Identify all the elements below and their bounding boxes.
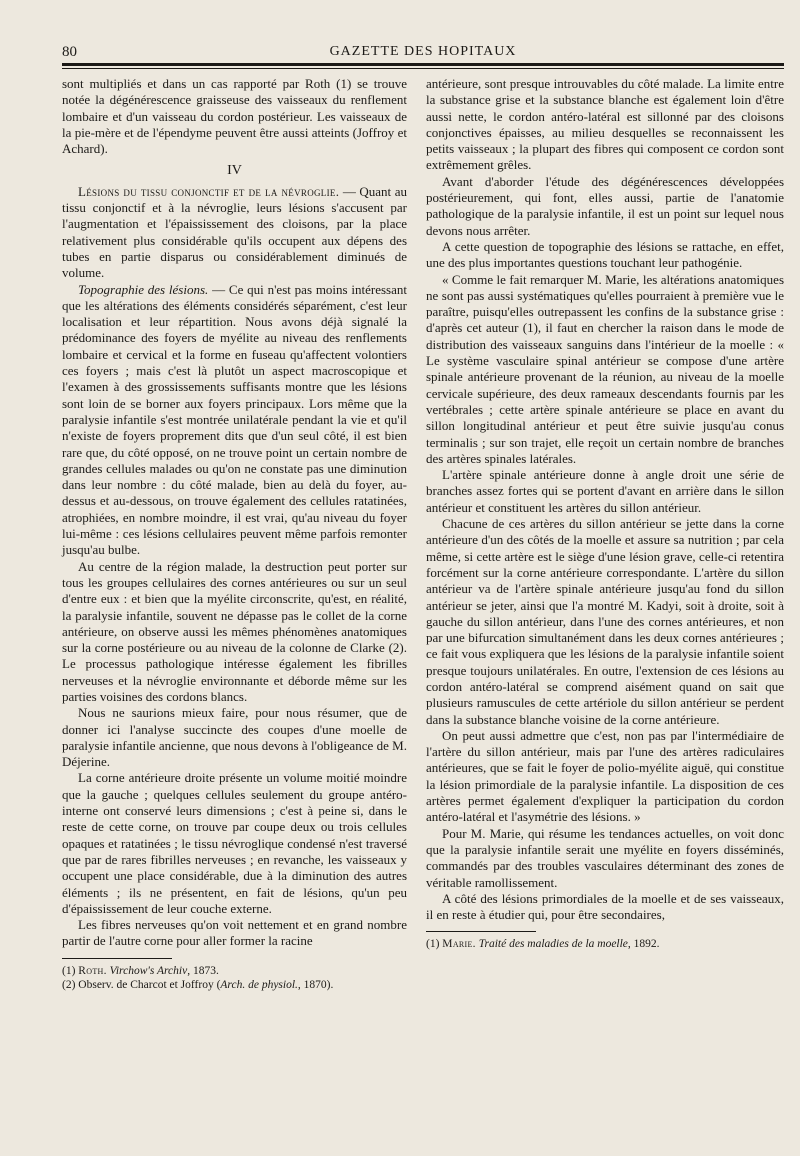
- journal-title: GAZETTE DES HOPITAUX: [329, 44, 517, 59]
- paragraph: Au centre de la région malade, la destruction peut porter sur tous les groupes cellulaires des cornes antérieures ou sur un seul d'entre eux : et bien que la myélite circonscrite, qu'est, en réalité, la paralysie infantile, souvent ne dépasse pas le collet de la corne antérieure, on observe aussi les mêmes phénomènes anatomiques sur la corne postérieure ou au niveau de la colonne de Clarke (2). Le processus pathologique intéresse également les fibrilles nerveuses et la névroglie environnante et déborde même sur les parties voisines des cordons blancs.: [62, 558, 407, 704]
- footnote-marker: (1): [426, 938, 443, 951]
- footnote-journal: Arch. de physiol.: [220, 978, 298, 991]
- paragraph: « Comme le fait remarquer M. Marie, les altérations anatomiques ne sont pas aussi systématiques qu'elles pourraient à première vue le paraître, puisqu'elles outrepassent les confins de la substance grise : d'après cet auteur (1), il faut en chercher la raison dans le mode de distribution des vaisseaux sanguins dans l'intérieur de la moelle : « Le système vasculaire spinal antérieur se compose d'une artère spinale antérieure provenant de la réunion, au niveau de la moelle cervicale supérieure, des deux rameaux descendants fournis par les vertébrales ; cette artère spinale antérieure se place en avant du sillon longitudinal antérieur et peut être suivie jusqu'au conus terminalis ; sur son trajet, elle reçoit un certain nombre de branches des artères spinales latérales.: [426, 271, 784, 466]
- paragraph: La corne antérieure droite présente un volume moitié moindre que la gauche ; quelques cellules seulement du groupe antéro-interne ont conservé leurs dimensions ; c'est à peine si, dans le reste de cette corne, on trouve par coupe deux ou trois cellules opaques et ratatinées ; le tissu névroglique condensé n'est traversé que par de rares fibrilles nerveuses ; en revanche, les vaisseaux y occupent une place considérable, due à la diminution des autres éléments ; ils ne présentent, en fait de lésions, qu'un peu d'épaississement de leur couche externe.: [62, 770, 407, 916]
- paragraph: [62, 282, 407, 559]
- footnote-year: , 1892.: [627, 938, 660, 951]
- footnote-author: Marie.: [442, 938, 476, 951]
- footnote-year: , 1873.: [187, 964, 219, 977]
- section-number: IV: [227, 163, 242, 179]
- footnote-text: (2) Observ. de Charcot et Joffroy (: [62, 978, 221, 991]
- header-rule-thick: [62, 63, 784, 66]
- paragraph: L'artère spinale antérieure donne à angle droit une série de branches assez fortes qui se portent d'avant en arrière dans le sillon antérieur et constituent les artères du sillon antérieur.: [426, 467, 784, 515]
- paragraph: Chacune de ces artères du sillon antérieur se jette dans la corne antérieure d'un des côtés de la moelle et assure sa nutrition ; par cela même, si cette artère est le siège d'une lésion grave, celle-ci retentira forcément sur la corne antérieure correspondante. L'artère du sillon antérieur va de l'artère spinale antérieure jusqu'au fond du sillon antérieur se jeter, ainsi que l'a montré M. Kadyi, soit à droite, soit à gauche du sillon antérieur, dans l'une des cornes antérieures, et non par une bifurcation simultanément dans les deux cornes antérieures ; ce fait vous expliquera que les lésions de la paralysie infantile soient presque toujours unilatérales. En outre, l'extension de ces lésions au cordon antéro-latéral se comprend aisément quand on sait que plusieurs ramuscules de cette artériole du sillon antérieur se perdent dans la substance blanche voisine de la corne antérieure.: [426, 516, 784, 727]
- paragraph: Pour M. Marie, qui résume les tendances actuelles, on voit donc que la paralysie infantile serait une myélite en foyers disséminés, commandés par des troubles vasculaires déterminant des zones de véritable ramollissement.: [426, 825, 784, 890]
- paragraph: sont multipliés et dans un cas rapporté par Roth (1) se trouve notée la dégénérescence graisseuse des vaisseaux du renflement lombaire et d'un vaisseau du cordon postérieur. Les vaisseaux de la pie-mère et de l'épendyme peuvent être aussi atteints (Joffroy et Achard).: [62, 76, 407, 157]
- paragraph: A cette question de topographie des lésions se rattache, en effet, une des plus importantes questions touchant leur pathogénie.: [426, 238, 784, 271]
- paragraph: On peut aussi admettre que c'est, non pas par l'intermédiaire de l'artère du sillon antérieur, mais par l'une des artères radiculaires antérieures, que se fait le foyer de polio-myélite aiguë, qui constitue la lésion primordiale de la paralysie infantile. La disposition de ces artères permet également d'expliquer la participation du cordon antéro-latéral et l'asymétrie des lésions. »: [426, 727, 784, 825]
- header-rule-thin: [62, 68, 784, 69]
- paragraph-text: — Ce qui n'est pas moins intéressant que les altérations des éléments considérés séparément, c'est leur localisation et leur répartition. Nous avons déjà signalé la prédominance des foyers de myélite au niveau des renflements lombaire et cervical et la forme en fuseau qu'affectent volontiers ces foyers ; mais c'est là plutôt un aspect macroscopique et l'examen à des grossissements suffisants montre que les lésions sont loin de se borner aux foyers principaux. Lors même que la paralysie infantile s'est montrée unilatérale pendant la vie et qu'il n'existe de foyers proprement dits que d'un seul côté, il est bien rare que, du côté opposé, on ne trouve point un certain nombre de grandes cellules malades ou qu'on ne constate pas une diminution dans leur nombre : du côté malade, bien au delà du foyer, au-dessus et au-dessous, on trouve également des cellules ratatinées, atrophiées, en nombre moindre, il est vrai, qu'au niveau du foyer lui-même : ces lésions cellulaires peuvent même parfois remonter jusqu'au bulbe.: [62, 281, 408, 558]
- section-heading: Lésions du tissu conjonctif et de la névroglie.: [78, 183, 340, 199]
- footnote: [62, 964, 407, 978]
- footnote: [62, 978, 407, 992]
- page-header: [62, 40, 784, 60]
- paragraph: antérieure, sont presque introuvables du côté malade. La limite entre la substance grise et la substance blanche est également loin d'être aussi nette, le cordon antéro-latéral est sillonné par des cloisons conjonctives épaisses, au milieu desquelles se reconnaissent les petits vaisseaux ; la plupart des fibres qui composent ce cordon sont extrêmement grêles.: [426, 76, 784, 173]
- footnote-author: Roth.: [78, 964, 107, 977]
- paragraph: [62, 184, 407, 282]
- paragraph: A côté des lésions primordiales de la moelle et de ses vaisseaux, il en reste à étudier qui, pour être secondaires,: [426, 890, 784, 923]
- footnote: [426, 937, 784, 951]
- footnote-rule: [62, 958, 172, 959]
- page-number: 80: [62, 44, 77, 60]
- footnote-marker: (1): [62, 964, 79, 977]
- section-heading: Topographie des lésions.: [78, 281, 209, 297]
- footnote-title: Traité des maladies de la moelle: [478, 938, 628, 951]
- right-column: [426, 76, 784, 951]
- footnote-journal: Virchow's Archiv: [109, 964, 188, 977]
- left-column: [62, 76, 407, 992]
- footnote-rule: [426, 931, 536, 932]
- paragraph-text: — Quant au tissu conjonctif et à la névroglie, leurs lésions s'accusent par l'augmentation et l'épaississement des cloisons, par la place relativement plus considérable qu'ils occupent aux dépens des tubes en partie disparus ou considérablement diminués de volume.: [62, 183, 407, 281]
- footnote-year: , 1870).: [297, 978, 334, 991]
- paragraph: Avant d'aborder l'étude des dégénérescences développées postérieurement, qui font, elles aussi, partie de l'anatomie pathologique de la paralysie infantile, il est un point sur lequel nous devons nous arrêter.: [426, 173, 784, 238]
- paragraph: Les fibres nerveuses qu'on voit nettement et en grand nombre partir de l'autre corne pour aller former la racine: [62, 917, 407, 949]
- paragraph: Nous ne saurions mieux faire, pour nous résumer, que de donner ici l'analyse succincte des coupes d'une moelle de paralysie infantile ancienne, que nous devons à l'obligeance de M. Déjerine.: [62, 705, 407, 770]
